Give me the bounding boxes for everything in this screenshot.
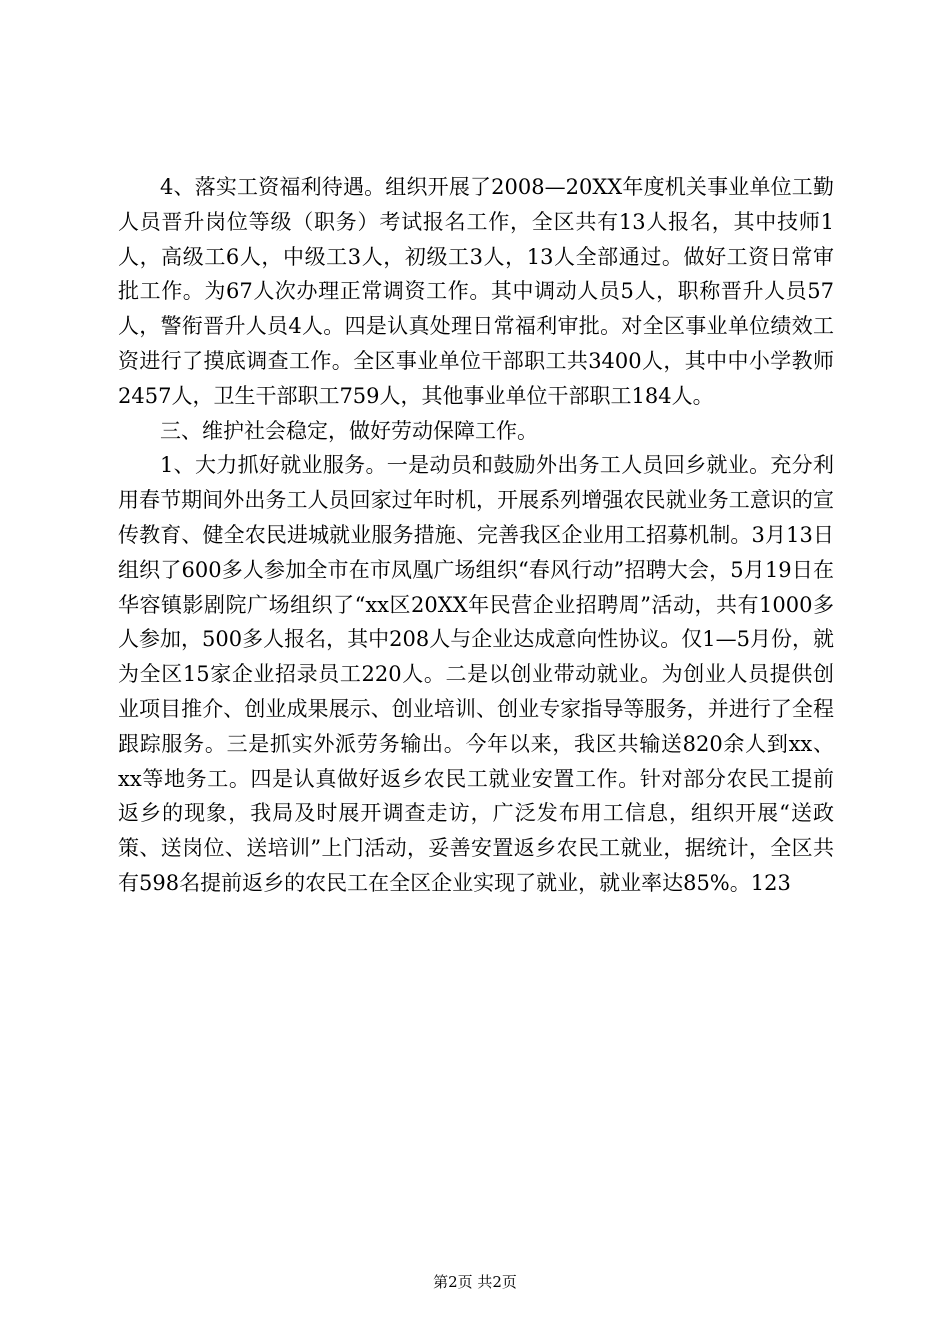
- page-footer: 第2页 共2页: [433, 1273, 517, 1291]
- document-body: [118, 170, 834, 901]
- paragraph-wages-benefits: 4、落实工资福利待遇。组织开展了2008—20XX年度机关事业单位工勤人员晋升岗位等级（职务）考试报名工作，全区共有13人报名，其中技师1人，高级工6人，中级工3人，初级工3人，13人全部通过。做好工资日常审批工作。为67人次办理正常调资工作。其中调动人员5人，职称晋升人员57人，警衔晋升人员4人。四是认真处理日常福利审批。对全区事业单位绩效工资进行了摸底调查工作。全区事业单位干部职工共3400人，其中中小学教师2457人，卫生干部职工759人，其他事业单位干部职工184人。: [118, 175, 834, 408]
- paragraph-employment-services: 1、大力抓好就业服务。一是动员和鼓励外出务工人员回乡就业。充分利用春节期间外出务工人员回家过年时机，开展系列增强农民就业务工意识的宣传教育、健全农民进城就业服务措施、完善我区企业用工招募机制。3月13日组织了600多人参加全市在市凤凰广场组织“春风行动”招聘大会，5月19日在华容镇影剧院广场组织了“xx区20XX年民营企业招聘周”活动，共有1000多人参加，500多人报名，其中208人与企业达成意向性协议。仅1—5月份，就为全区15家企业招录员工220人。二是以创业带动就业。为创业人员提供创业项目推介、创业成果展示、创业培训、创业专家指导等服务，并进行了全程跟踪服务。三是抓实外派劳务输出。今年以来，我区共输送820余人到xx、xx等地务工。四是认真做好返乡农民工就业安置工作。针对部分农民工提前返乡的现象，我局及时展开调查走访，广泛发布用工信息，组织开展“送政策、送岗位、送培训”上门活动，妥善安置返乡农民工就业，据统计，全区共有598名提前返乡的农民工在全区企业实现了就业，就业率达85%。123: [118, 453, 834, 895]
- section-heading-labor-security: 三、维护社会稳定，做好劳动保障工作。: [160, 418, 538, 443]
